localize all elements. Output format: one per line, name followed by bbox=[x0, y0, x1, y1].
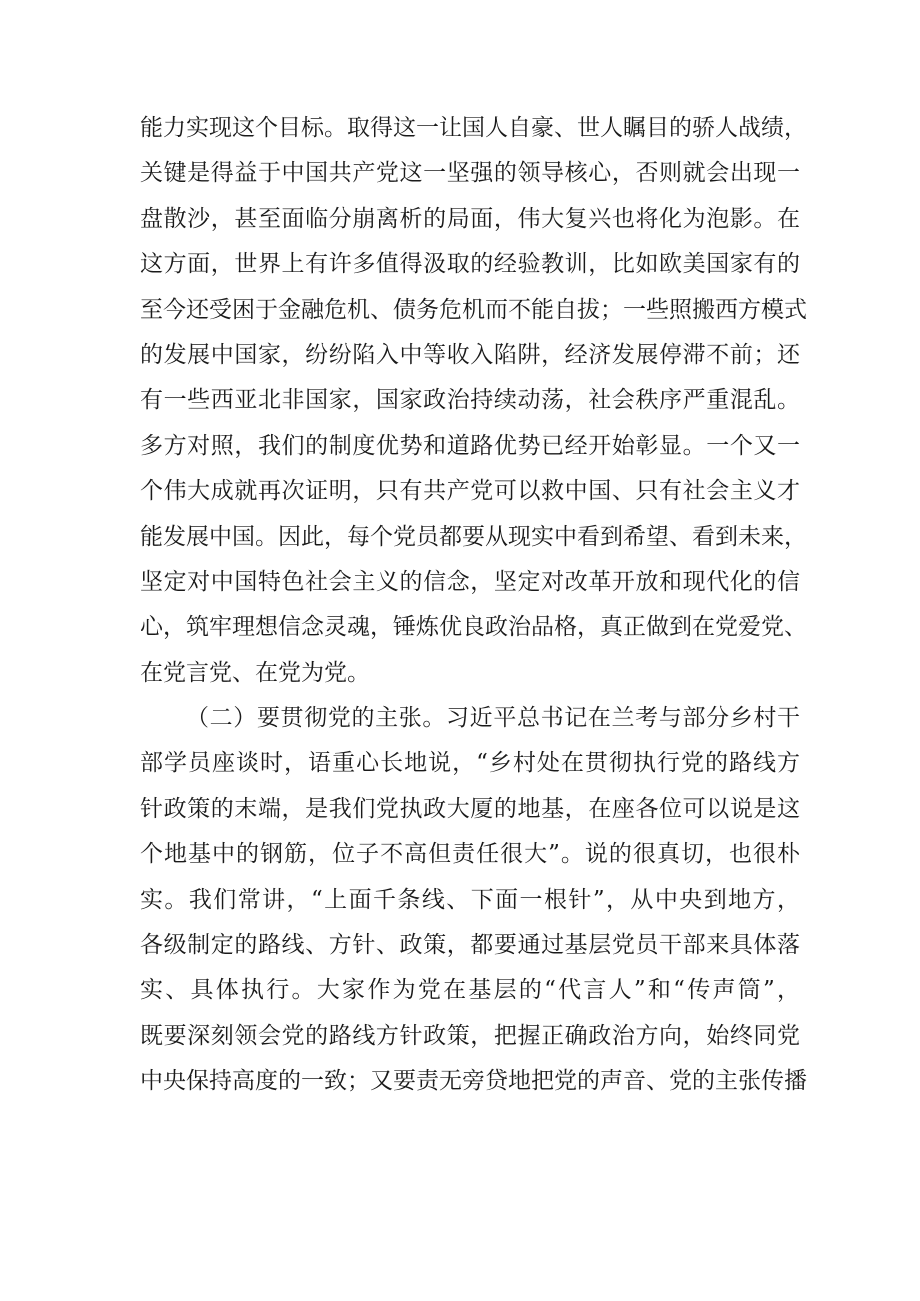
paragraph-1 bbox=[140, 106, 807, 696]
text-line: 既要深刻领会党的路线方针政策，把握正确政治方向，始终同党 bbox=[140, 1022, 800, 1049]
section-heading-line: （二）要贯彻党的主张。习近平总书记在兰考与部分乡村干 bbox=[186, 705, 800, 732]
text-line: 实。我们常讲，“上面千条线、下面一根针”，从中央到地方， bbox=[140, 886, 800, 913]
text-line: 中央保持高度的一致；又要责无旁贷地把党的声音、党的主张传播 bbox=[140, 1068, 807, 1095]
text-line: 在党言党、在党为党。 bbox=[140, 659, 370, 686]
text-line: 各级制定的路线、方针、政策，都要通过基层党员干部来具体落 bbox=[140, 932, 800, 959]
text-line: 多方对照，我们的制度优势和道路优势已经开始彰显。一个又一 bbox=[140, 432, 800, 459]
text-line: 个地基中的钢筋，位子不高但责任很大”。说的很真切，也很朴 bbox=[140, 841, 800, 868]
text-line: 能力实现这个目标。取得这一让国人自豪、世人瞩目的骄人战绩， bbox=[140, 115, 807, 141]
text-line: 关键是得益于中国共产党这一坚强的领导核心，否则就会出现一 bbox=[140, 160, 800, 187]
text-line: 实、具体执行。大家作为党在基层的“代言人”和“传声筒”， bbox=[140, 977, 800, 1004]
text-line: 的发展中国家，纷纷陷入中等收入陷阱，经济发展停滞不前；还 bbox=[140, 341, 800, 368]
text-line: 部学员座谈时，语重心长地说，“乡村处在贯彻执行党的路线方 bbox=[140, 750, 800, 777]
text-line: 能发展中国。因此，每个党员都要从现实中看到希望、看到未来， bbox=[140, 523, 807, 550]
text-line: 有一些西亚北非国家，国家政治持续动荡，社会秩序严重混乱。 bbox=[140, 387, 800, 414]
body-text bbox=[140, 106, 807, 1105]
text-line: 坚定对中国特色社会主义的信念，坚定对改革开放和现代化的信 bbox=[140, 568, 800, 595]
text-line: 个伟大成就再次证明，只有共产党可以救中国、只有社会主义才 bbox=[140, 478, 800, 505]
text-line: 针政策的末端，是我们党执政大厦的地基，在座各位可以说是这 bbox=[140, 795, 800, 822]
paragraph-2 bbox=[140, 696, 807, 1105]
text-line: 心，筑牢理想信念灵魂，锤炼优良政治品格，真正做到在党爱党、 bbox=[140, 614, 807, 641]
text-line: 这方面，世界上有许多值得汲取的经验教训，比如欧美国家有的 bbox=[140, 251, 800, 278]
text-line: 盘散沙，甚至面临分崩离析的局面，伟大复兴也将化为泡影。在 bbox=[140, 205, 800, 232]
text-line: 至今还受困于金融危机、债务危机而不能自拔；一些照搬西方模式 bbox=[140, 296, 807, 323]
